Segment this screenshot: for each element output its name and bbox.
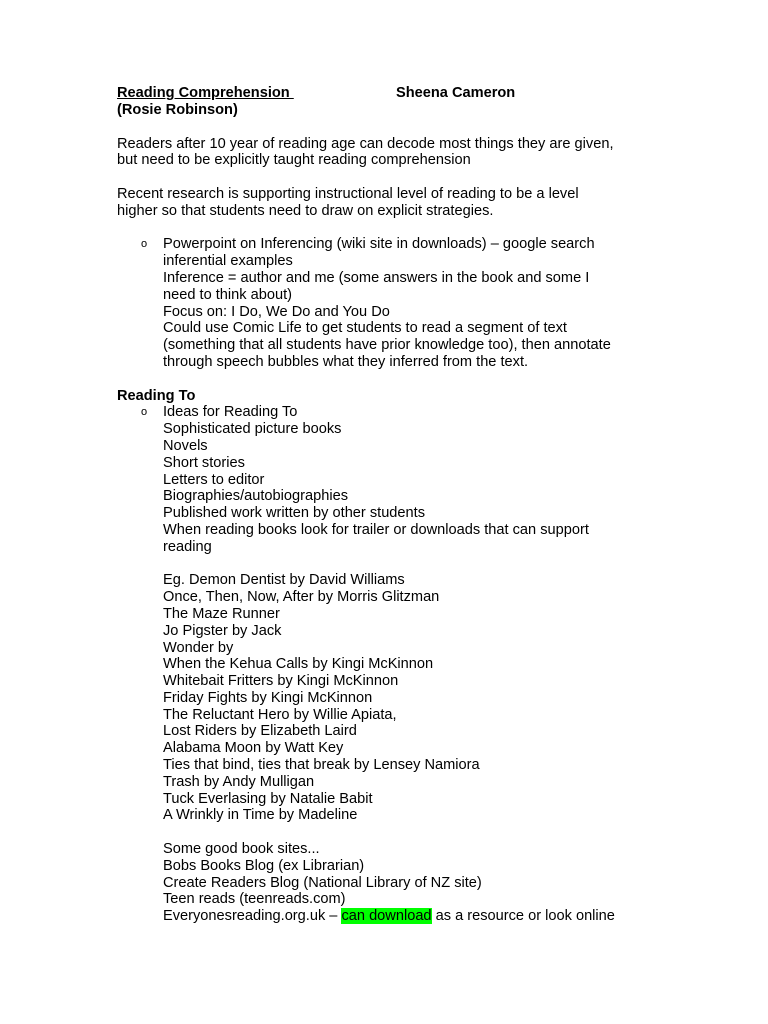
idea-item: Ideas for Reading To [163,404,298,421]
intro-line-1: Readers after 10 year of reading age can decode most things they are given, [117,135,614,152]
research-line-1: Recent research is supporting instructional level of reading to be a level [117,185,579,202]
idea-item: Novels [163,437,208,454]
intro-line-2: but need to be explicitly taught reading comprehension [117,152,471,169]
book-site-item: Some good book sites... [163,841,320,858]
idea-item: When reading books look for trailer or downloads that can support [163,521,589,538]
inferencing-line: (something that all students have prior knowledge too), then annotate [163,337,611,354]
document-subtitle: (Rosie Robinson) [117,102,238,118]
site-text: Everyonesreading.org.uk – [163,908,342,925]
reading-to-heading: Reading To [117,387,196,404]
inferencing-line: Powerpoint on Inferencing (wiki site in downloads) – google search [163,236,595,253]
book-item: Jo Pigster by Jack [163,622,282,639]
site-text-rest: as a resource or look online [431,908,615,925]
inferencing-line: need to think about) [163,286,293,303]
book-item: Alabama Moon by Watt Key [163,740,344,757]
inferencing-line: Focus on: I Do, We Do and You Do [163,303,390,320]
book-item: When the Kehua Calls by Kingi McKinnon [163,656,434,673]
inferencing-line: through speech bubbles what they inferred from the text. [163,353,529,370]
inferencing-bullet [117,236,657,370]
book-site-item: Teen reads (teenreads.com) [163,891,346,908]
book-item: Whitebait Fritters by Kingi McKinnon [163,673,399,690]
book-item: Friday Fights by Kingi McKinnon [163,689,373,706]
book-site-item: Bobs Books Blog (ex Librarian) [163,857,365,874]
document-title: Reading Comprehension [117,85,294,101]
book-item: Ties that bind, ties that break by Lensey Namiora [163,757,480,774]
book-site-item: Create Readers Blog (National Library of NZ site) [163,874,482,891]
book-item: Trash by Andy Mulligan [163,773,315,790]
idea-item: Letters to editor [163,471,265,488]
inferencing-line: Could use Comic Life to get students to read a segment of text [163,320,567,337]
bullet-marker: o [141,406,148,419]
idea-item: Biographies/autobiographies [163,488,348,505]
inferencing-line: inferential examples [163,253,293,270]
highlighted-text: can download [341,908,432,925]
book-item: Once, Then, Now, After by Morris Glitzman [163,589,440,606]
idea-item: Published work written by other students [163,505,426,522]
book-site-item-everyonesreading [163,908,657,925]
book-item: Eg. Demon Dentist by David Williams [163,572,405,589]
book-item: The Maze Runner [163,605,280,622]
idea-item: Short stories [163,454,245,471]
book-item: Wonder by [163,639,234,656]
research-line-2: higher so that students need to draw on explicit strategies. [117,202,494,219]
title-row [117,85,657,102]
book-item: Tuck Everlasing by Natalie Babit [163,790,373,807]
inferencing-line: Inference = author and me (some answers in the book and some I [163,269,590,286]
document-page [117,85,657,925]
book-item: The Reluctant Hero by Willie Apiata, [163,706,397,723]
idea-item: reading [163,538,212,555]
reading-to-bullet [117,404,657,925]
idea-item: Sophisticated picture books [163,421,342,438]
presenter-name: Sheena Cameron [396,85,516,101]
book-item: Lost Riders by Elizabeth Laird [163,723,357,740]
bullet-marker: o [141,238,148,251]
book-item: A Wrinkly in Time by Madeline [163,807,358,824]
